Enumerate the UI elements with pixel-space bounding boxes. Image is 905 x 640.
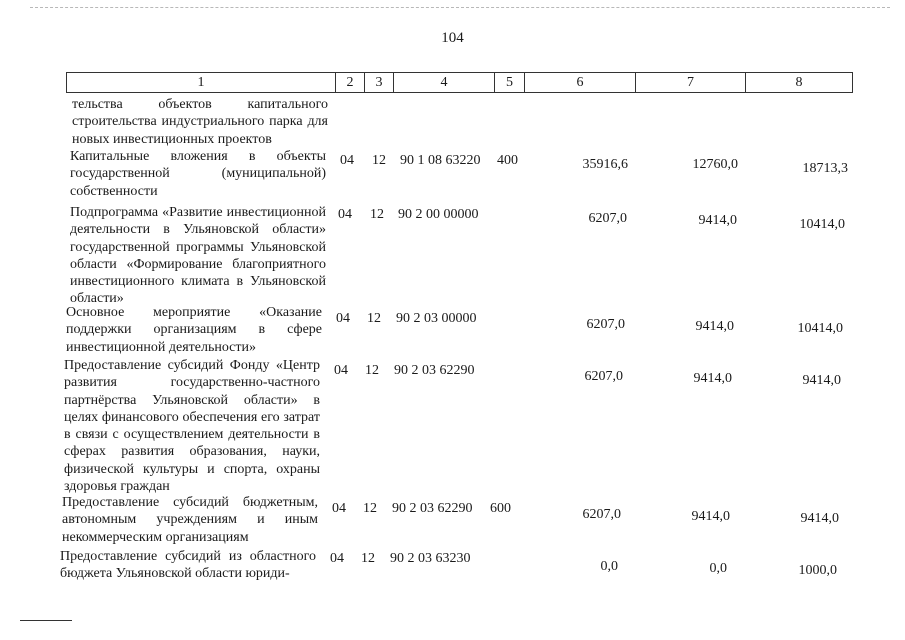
cell-section: 04 [336,311,350,326]
table-header [66,72,853,93]
cell-subsection: 12 [367,311,381,326]
cell-target-article: 90 1 08 63220 [400,153,481,168]
row-name: Предоставление субсидий из областного бюджета Ульяновской области юриди- [60,549,316,582]
cell-col7: 9414,0 [698,213,737,228]
cell-col6: 6207,0 [584,369,623,384]
cell-subsection: 12 [363,501,377,516]
row-name: Капитальные вложения в объекты государственной (муниципальной) собственности [70,149,326,199]
header-col-2: 2 [335,73,364,92]
cell-target-article: 90 2 00 00000 [398,207,479,222]
cell-section: 04 [334,363,348,378]
header-col-7: 7 [635,73,745,92]
cell-subsection: 12 [372,153,386,168]
cell-col8: 9414,0 [800,511,839,526]
header-col-3: 3 [364,73,393,92]
cell-col7: 0,0 [709,561,727,576]
row-name: Подпрограмма «Развитие инвестиционной деятельности в Ульяновской области» государственной программы Ульяновской области «Формирование благоприятного инвестиционного климата в Ульяновской области» [70,205,326,307]
cell-subsection: 12 [370,207,384,222]
header-col-4: 4 [393,73,494,92]
cell-col6: 35916,6 [582,157,628,172]
cell-target-article: 90 2 03 62290 [394,363,475,378]
cell-col7: 9414,0 [693,371,732,386]
footnote-separator [20,620,72,621]
cell-target-article: 90 2 03 62290 [392,501,473,516]
cell-col8: 9414,0 [802,373,841,388]
cell-expense-type: 600 [490,501,511,516]
row-name: Предоставление субсидий бюджетным, автономным учреждениям и иным некоммерческим организациям [62,495,318,545]
row-name: Предоставление субсидий Фонду «Центр развития государственно-частного партнёрства Ульяновской области» в целях финансового обеспечения его затрат в связи с осуществлением деятельности в сферах развития образования, науки, физической культуры и спорта, охраны здоровья граждан [64,358,320,495]
cell-subsection: 12 [361,551,375,566]
cell-section: 04 [330,551,344,566]
cell-subsection: 12 [365,363,379,378]
cell-section: 04 [338,207,352,222]
cell-col6: 6207,0 [586,317,625,332]
cell-target-article: 90 2 03 63230 [390,551,471,566]
cell-col8: 18713,3 [802,161,848,176]
cell-col7: 12760,0 [692,157,738,172]
cell-col7: 9414,0 [691,509,730,524]
row-name: тельства объектов капитального строительства индустриального парка для новых инвестиционных проектов [72,97,328,147]
header-col-1: 1 [197,75,205,90]
cell-col7: 9414,0 [695,319,734,334]
page-top-edge [30,7,890,8]
cell-expense-type: 400 [497,153,518,168]
cell-section: 04 [340,153,354,168]
header-col-6: 6 [524,73,635,92]
cell-section: 04 [332,501,346,516]
cell-col6: 6207,0 [582,507,621,522]
cell-target-article: 90 2 03 00000 [396,311,477,326]
header-col-8: 8 [745,73,852,92]
cell-col6: 0,0 [600,559,618,574]
row-name: Основное мероприятие «Оказание поддержки организациям в сфере инвестиционной деятельности» [66,305,322,355]
header-col-5: 5 [494,73,524,92]
cell-col8: 10414,0 [799,217,845,232]
page-number: 104 [441,30,464,46]
cell-col8: 10414,0 [797,321,843,336]
cell-col6: 6207,0 [588,211,627,226]
cell-col8: 1000,0 [798,563,837,578]
